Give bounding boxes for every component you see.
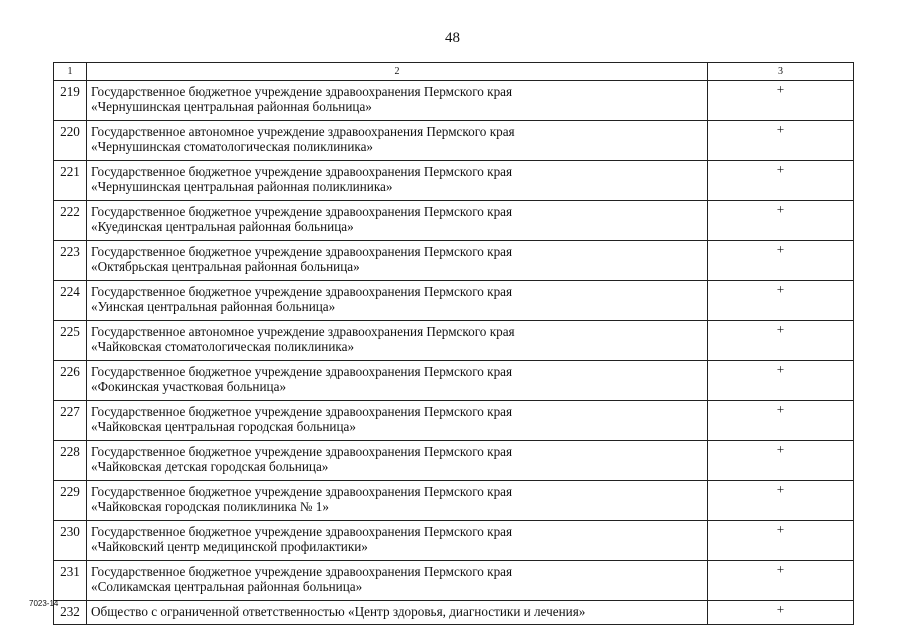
row-number: 228 — [54, 441, 87, 481]
plus-mark: + — [708, 361, 854, 401]
name-line-1: Государственное бюджетное учреждение здравоохранения Пермского края — [91, 84, 513, 99]
name-line-1: Государственное бюджетное учреждение здравоохранения Пермского края — [91, 284, 513, 299]
name-line-2: «Чернушинская центральная районная поликлиника» — [91, 179, 393, 194]
institution-name — [87, 401, 708, 441]
name-line-1: Государственное бюджетное учреждение здравоохранения Пермского края — [91, 164, 513, 179]
institution-name — [87, 441, 708, 481]
institution-name — [87, 241, 708, 281]
name-line-1: Государственное бюджетное учреждение здравоохранения Пермского края — [91, 484, 513, 499]
plus-mark: + — [708, 121, 854, 161]
name-line-2: «Чайковская центральная городская больница» — [91, 419, 356, 434]
page-number: 48 — [445, 30, 460, 46]
name-line-1: Государственное бюджетное учреждение здравоохранения Пермского края — [91, 444, 513, 459]
name-line-1: Государственное бюджетное учреждение здравоохранения Пермского края — [91, 524, 513, 539]
table-row — [54, 561, 854, 601]
row-number: 224 — [54, 281, 87, 321]
name-line-1: Общество с ограниченной ответственностью «Центр здоровья, диагностики и лечения» — [91, 604, 586, 619]
table-row — [54, 521, 854, 561]
name-line-1: Государственное бюджетное учреждение здравоохранения Пермского края — [91, 244, 513, 259]
row-number: 219 — [54, 81, 87, 121]
name-line-2: «Фокинская участковая больница» — [91, 379, 287, 394]
name-line-2: «Октябрьская центральная районная больница» — [91, 259, 360, 274]
institution-name — [87, 81, 708, 121]
document-code: 7023-14 — [29, 599, 59, 608]
row-number: 232 — [54, 601, 87, 625]
header-col-2: 2 — [87, 63, 708, 81]
row-number: 223 — [54, 241, 87, 281]
table-row — [54, 401, 854, 441]
table-row — [54, 321, 854, 361]
name-line-2: «Чайковская городская поликлиника № 1» — [91, 499, 329, 514]
name-line-2: «Чайковский центр медицинской профилактики» — [91, 539, 368, 554]
plus-mark: + — [708, 321, 854, 361]
name-line-1: Государственное бюджетное учреждение здравоохранения Пермского края — [91, 404, 513, 419]
table-row — [54, 121, 854, 161]
registry-table — [53, 62, 854, 625]
name-line-1: Государственное бюджетное учреждение здравоохранения Пермского края — [91, 364, 513, 379]
institution-name — [87, 161, 708, 201]
institution-name — [87, 601, 708, 625]
name-line-2: «Соликамская центральная районная больница» — [91, 579, 363, 594]
plus-mark: + — [708, 521, 854, 561]
table-header-row — [54, 63, 854, 81]
header-col-1: 1 — [54, 63, 87, 81]
table-row — [54, 481, 854, 521]
row-number: 227 — [54, 401, 87, 441]
row-number: 229 — [54, 481, 87, 521]
name-line-2: «Чайковская детская городская больница» — [91, 459, 329, 474]
name-line-1: Государственное автономное учреждение здравоохранения Пермского края — [91, 324, 515, 339]
institution-name — [87, 481, 708, 521]
plus-mark: + — [708, 561, 854, 601]
plus-mark: + — [708, 81, 854, 121]
institution-name — [87, 121, 708, 161]
row-number: 226 — [54, 361, 87, 401]
name-line-2: «Куединская центральная районная больница» — [91, 219, 354, 234]
table-row — [54, 201, 854, 241]
institution-name — [87, 281, 708, 321]
row-number: 225 — [54, 321, 87, 361]
name-line-2: «Чернушинская центральная районная больница» — [91, 99, 372, 114]
table-row — [54, 601, 854, 625]
table-row — [54, 81, 854, 121]
plus-mark: + — [708, 601, 854, 625]
name-line-1: Государственное автономное учреждение здравоохранения Пермского края — [91, 124, 515, 139]
header-col-3: 3 — [708, 63, 854, 81]
institution-name — [87, 561, 708, 601]
plus-mark: + — [708, 281, 854, 321]
plus-mark: + — [708, 201, 854, 241]
table-row — [54, 441, 854, 481]
row-number: 220 — [54, 121, 87, 161]
table-row — [54, 361, 854, 401]
plus-mark: + — [708, 241, 854, 281]
table-row — [54, 281, 854, 321]
row-number: 231 — [54, 561, 87, 601]
name-line-1: Государственное бюджетное учреждение здравоохранения Пермского края — [91, 204, 513, 219]
table-row — [54, 161, 854, 201]
plus-mark: + — [708, 441, 854, 481]
name-line-2: «Чернушинская стоматологическая поликлиника» — [91, 139, 374, 154]
table-row — [54, 241, 854, 281]
institution-name — [87, 321, 708, 361]
row-number: 222 — [54, 201, 87, 241]
plus-mark: + — [708, 481, 854, 521]
name-line-2: «Уинская центральная районная больница» — [91, 299, 336, 314]
name-line-2: «Чайковская стоматологическая поликлиника» — [91, 339, 355, 354]
plus-mark: + — [708, 161, 854, 201]
row-number: 221 — [54, 161, 87, 201]
institution-name — [87, 361, 708, 401]
row-number: 230 — [54, 521, 87, 561]
plus-mark: + — [708, 401, 854, 441]
institution-name — [87, 521, 708, 561]
name-line-1: Государственное бюджетное учреждение здравоохранения Пермского края — [91, 564, 513, 579]
institution-name — [87, 201, 708, 241]
